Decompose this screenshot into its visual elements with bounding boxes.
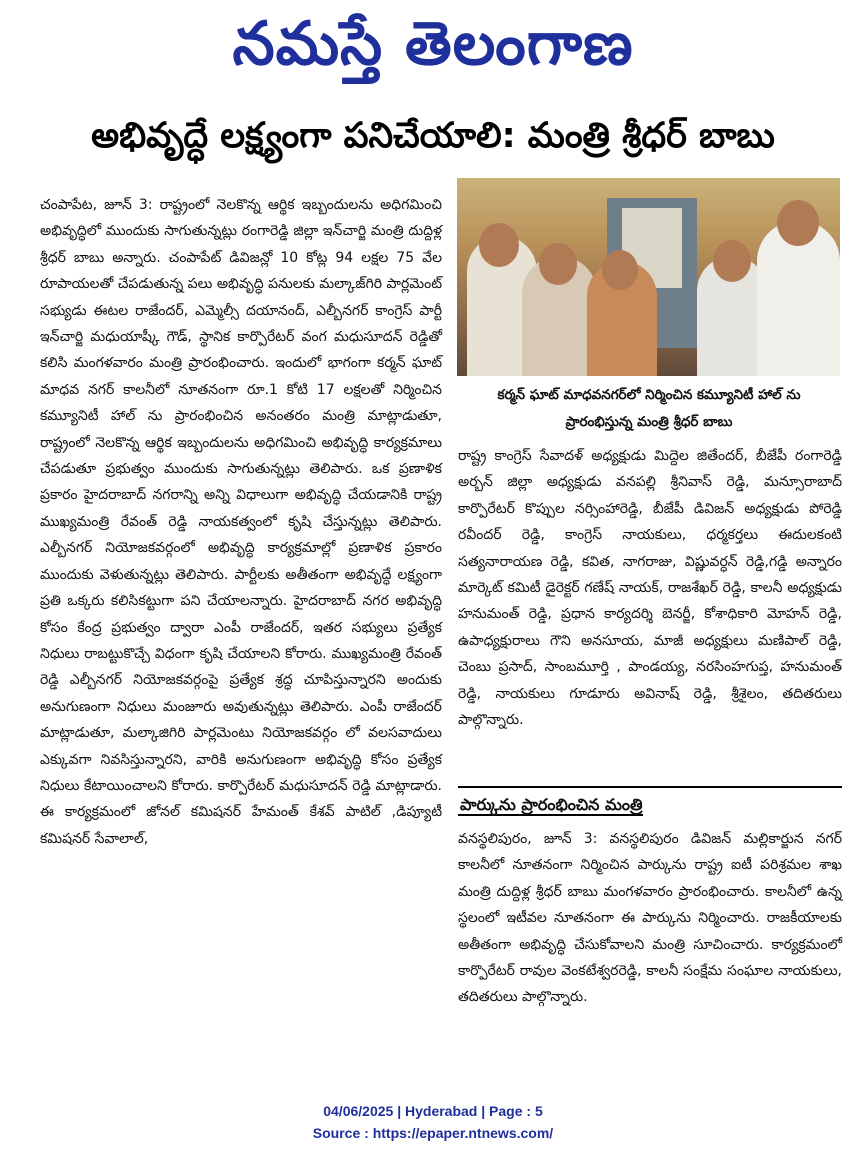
page-footer <box>0 1100 866 1144</box>
masthead-logo: నమస్తే తెలంగాణ <box>232 9 634 79</box>
sub-article-column <box>458 826 842 1011</box>
photo-head <box>713 240 751 282</box>
sub-article-heading-text: పార్కును ప్రారంభించిన మంత్రి <box>460 795 643 814</box>
article-photo <box>457 178 840 376</box>
footer-date-edition: 04/06/2025 | Hyderabad | Page : 5 <box>323 1103 543 1119</box>
sub-article-body-text: వనస్థలిపురం, జూన్ 3: వనస్థలిపురం డివిజన్ మల్లికార్జున నగర్ కాలనీలో నూతనంగా నిర్మించిన పార్కును రాష్ట్ర ఐటీ పరిశ్రమల శాఖ మంత్రి దుద్దిళ్ల శ్రీధర్ బాబు మంగళవారం ప్రారంభించారు. కాలనీలో ఉన్న స్థలంలో ఇటీవల నూతనంగా ఈ పార్కును నిర్మించారు. రాజకీయాలకు అతీతంగా అభివృద్ధి చేసుకోవాలని మంత్రి సూచించారు. కార్యక్రమంలో కార్పొరేటర్ రావుల వెంకటేశ్వరరెడ్డి, కాలనీ సంక్షేమ సంఘాల నాయకులు, తదితరులు పాల్గొన్నారు. <box>458 831 842 1006</box>
photo-head <box>777 200 819 246</box>
sub-article-heading <box>458 790 842 820</box>
footer-source-link[interactable]: Source : https://epaper.ntnews.com/ <box>312 1125 554 1141</box>
article-body-text: చంపాపేట, జూన్ 3: రాష్ట్రంలో నెలకొన్న ఆర్థిక ఇబ్బందులను అధిగమించి అభివృద్ధిలో ముందుకు సాగుతున్నట్లు రంగారెడ్డి జిల్లా ఇన్‌చార్జి మంత్రి దుద్దిళ్ల శ్రీధర్ బాబు అన్నారు. చంపాపేట్ డివిజన్లో 10 కోట్ల 94 లక్షల 75 వేల రూపాయలతో చేపడుతున్న పలు అభివృద్ధి పనులకు మల్కాజ్‌గిరి పార్లమెంట్ సభ్యుడు ఈటల రాజేందర్, ఎమ్మెల్సీ దయానంద్, ఎల్బీనగర్ కాంగ్రెస్ పార్టీ ఇన్‌చార్జి మధుయాష్కీ గౌడ్, స్థానిక కార్పొరేటర్ వంగ మధుసూదన్ రెడ్డితో కలిసి మంగళవారం మంత్రి ప్రారంభించారు. ఇందులో భాగంగా కర్మన్ ఘాట్ మాధవ నగర్ కాలనీలో నూతనంగా రూ.1 కోటి 17 లక్షలతో నిర్మించిన కమ్యూనిటీ హాల్ ను ప్రారంభించిన అనంతరం మంత్రి మాట్లాడుతూ, రాష్ట్రంలో నెలకొన్న ఆర్థిక ఇబ్బందులను అధిగమించి అభివృద్ధి కార్యక్రమాలు చేపడుతూ ప్రభుత్వం ముందుకు సాగుతున్నట్లు తెలిపారు. ఒక ప్రణాళిక ప్రకారం హైదరాబాద్ నగరాన్ని అన్ని విధాలుగా అభివృద్ధి చేయడానికి రాష్ట్ర ముఖ్యమంత్రి రేవంత్ రెడ్డి నాయకత్వంలో కృషి చేస్తున్నట్లు తెలిపారు. ఎల్బీనగర్ నియోజకవర్గంలో అభివృద్ధి కార్యక్రమాల్లో ప్రణాళిక ప్రకారం ముందుకు వెళుతున్నట్లు తెలిపారు. పార్టీలకు అతీతంగా అభివృద్ధే లక్ష్యంగా ప్రతి ఒక్కరు కలిసికట్టుగా పని చేయాలన్నారు. హైదరాబాద్ నగర అభివృద్ధి కోసం కేంద్ర ప్రభుత్వం ద్వారా ఎంపీ రాజేందర్, ఇతర సభ్యులు ప్రత్యేక నిధులు రాబట్టుకొచ్చే విధంగా కృషి చేయాలని కోరారు. ముఖ్యమంత్రి రేవంత్ రెడ్డి ఎల్బీనగర్ నియోజకవర్గంపై ప్రత్యేక శ్రద్ధ చూపిస్తున్నారని అందుకు అనుగుణంగా నిధులు మంజూరు అవుతున్నట్లు తెలిపారు. ఎంపీ రాజేందర్ మాట్లాడుతూ, మల్కాజిగిరి పార్లమెంటు నియోజకవర్గం లో వలసవాదులు ఎక్కువగా నివసిస్తున్నారని, వారికి అనుగుణంగా అభివృద్ధి కోసం ప్రత్యేక నిధులు కేటాయించాలని కోరారు. కార్పొరేటర్ మధుసూదన్ రెడ్డి మాట్లాడారు. ఈ కార్యక్రమంలో జోనల్ కమిషనర్ హేమంత్ కేశవ్ పాటిల్ ,డిప్యూటీ కమిషనర్ సేవాలాల్, <box>40 197 442 847</box>
article-continued-text: రాష్ట్ర కాంగ్రెస్ సేవాదళ్ అధ్యక్షుడు మిద్దెల జితేందర్, బీజేపీ రంగారెడ్డి అర్బన్ జిల్లా అధ్యక్షుడు వనపల్లి శ్రీనివాస్ రెడ్డి, మన్సూరాబాద్ కార్పొరేటర్ కొప్పుల నర్సింహారెడ్డి, బీజేపీ డివిజన్ అధ్యక్షుడు పోరెడ్డి రవీందర్ రెడ్డి, కాంగ్రెస్ నాయకులు, ధర్మకర్తలు ఈదులకంటి సత్యనారాయణ రెడ్డి, కవిత, నాగరాజు, విష్ణువర్ధన్ రెడ్డి,గడ్డి అన్నారం మార్కెట్ కమిటీ డైరెక్టర్ గణేష్ నాయక్, రాజశేఖర్ రెడ్డి, కాలనీ అధ్యక్షుడు హనుమంత్ రెడ్డి, ప్రధాన కార్యదర్శి బెనర్జీ, కోశాధికారి మోహన్ రెడ్డి, ఉపాధ్యక్షురాలు గౌని అనసూయ, మాజీ అధ్యక్షులు మణిపాల్ రెడ్డి, చెంబు ప్రసాద్, సాంబమూర్తి , పాండయ్య, నరసింహగుప్త, హనుమంత్ రెడ్డి, నాయకులు గూడూరు అవినాష్ రెడ్డి, శ్రీశైలం, తదితరులు పాల్గొన్నారు. <box>458 448 842 729</box>
section-divider <box>458 786 842 788</box>
article-body-column <box>40 192 442 852</box>
article-continued-column <box>458 443 842 733</box>
photo-caption: కర్మన్ ఘాట్ మాధవనగర్‌లో నిర్మించిన కమ్యూనిటీ హాల్ ను ప్రారంభిస్తున్న మంత్రి శ్రీధర్ బాబు <box>497 387 801 430</box>
photo-head <box>602 250 638 290</box>
photo-head <box>539 243 577 285</box>
article-headline: అభివృద్ధే లక్ష్యంగా పనిచేయాలి: మంత్రి శ్రీధర్ బాబు <box>91 116 775 156</box>
photo-head <box>479 223 519 267</box>
